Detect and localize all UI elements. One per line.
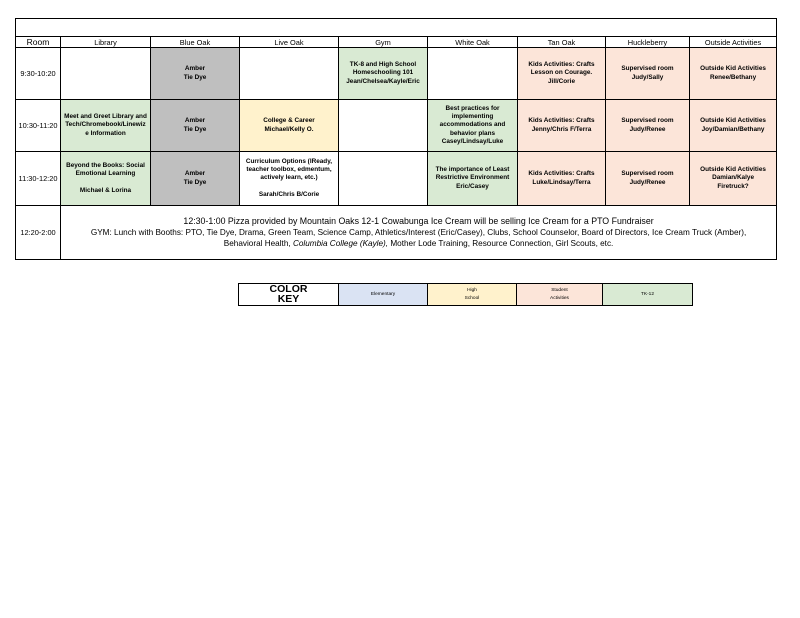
- cell-line: Homeschooling 101: [352, 69, 414, 77]
- session-row: [16, 152, 777, 206]
- cell-line: Lesson on Courage.: [530, 69, 593, 77]
- cell-line: Jill/Corie: [548, 77, 575, 85]
- session-cell: [606, 100, 690, 152]
- header-tan-oak: Tan Oak: [518, 37, 606, 48]
- cell-line: College & Career: [263, 117, 315, 125]
- session-cell: [339, 100, 428, 152]
- lunch-line-3: [63, 238, 774, 249]
- cell-line: Kids Activities: Crafts: [528, 61, 595, 69]
- header-outside-activities: Outside Activities: [690, 37, 777, 48]
- cell-line: Tie Dye: [183, 73, 207, 81]
- cell-line: Restrictive Environment: [435, 174, 510, 182]
- session-cell: [518, 152, 606, 206]
- cell-line: Supervised room: [621, 65, 674, 73]
- key-student-activities: [517, 284, 603, 306]
- session-row: [16, 100, 777, 152]
- cell-line: implementing: [451, 113, 494, 121]
- header-huckleberry: Huckleberry: [606, 37, 690, 48]
- lunch-row: [16, 206, 777, 260]
- color-key-title-line-2: KEY: [277, 292, 300, 305]
- session-cell: [428, 100, 518, 152]
- key-elementary: [339, 284, 428, 306]
- cell-line: Amber: [184, 65, 206, 73]
- cell-line: Activities: [550, 295, 569, 301]
- session-cell: [240, 152, 339, 206]
- cell-line: Meet and Greet Library and: [64, 113, 147, 121]
- cell-line: Joy/Damian/Bethany: [701, 125, 765, 133]
- header-blue-oak: Blue Oak: [151, 37, 240, 48]
- cell-line: teacher toolbox, edmentum,: [246, 166, 332, 174]
- cell-line: Emotional Learning: [75, 170, 136, 178]
- key-high-school: [428, 284, 517, 306]
- room-header: Room: [16, 37, 61, 48]
- cell-line: Curriculum Options (IReady,: [245, 158, 333, 166]
- cell-line: Supervised room: [621, 170, 674, 178]
- cell-line: Beyond the Books: Social: [66, 162, 145, 170]
- lunch-line-3-italic: Columbia College (Kayle),: [292, 239, 389, 249]
- cell-line: Damian/Kalye: [712, 174, 754, 182]
- session-cell: [151, 48, 240, 100]
- cell-line: Amber: [184, 170, 206, 178]
- cell-line: School: [464, 295, 480, 301]
- title-cell: [16, 19, 777, 37]
- cell-line: Student: [551, 287, 568, 293]
- time-slot: 10:30-11:20: [16, 100, 61, 152]
- color-key-title-line-1: COLOR: [269, 282, 308, 295]
- cell-line: e Information: [85, 129, 126, 137]
- cell-line: Outside Kid Activities: [700, 166, 766, 174]
- cell-line: TK-8 and High School: [349, 61, 417, 69]
- header-white-oak: White Oak: [428, 37, 518, 48]
- lunch-line-2: GYM: Lunch with Booths: PTO, Tie Dye, Drama, Green Team, Science Camp, Athletics/Interest (Eric/Casey), Clubs, School Counselor, Board of Directors, Ice Cream Truck (Amber),: [90, 228, 747, 238]
- time-slot: 9:30-10:20: [16, 48, 61, 100]
- session-cell: [690, 48, 777, 100]
- cell-line: Outside Kid Activities: [700, 65, 766, 73]
- cell-line: Kids Activities: Crafts: [528, 117, 595, 125]
- session-cell: [690, 152, 777, 206]
- key-tk-12: [603, 284, 693, 306]
- cell-line: Sarah/Chris B/Corie: [258, 190, 320, 198]
- time-slot: 11:30-12:20: [16, 152, 61, 206]
- session-cell: [518, 100, 606, 152]
- cell-line: Michael & Lorina: [79, 186, 132, 194]
- cell-line: Supervised room: [621, 117, 674, 125]
- cell-line: Renee/Bethany: [709, 73, 757, 81]
- color-key-title: [239, 284, 339, 306]
- cell-line: Kids Activities: Crafts: [528, 170, 595, 178]
- cell-line: Best practices for: [445, 105, 500, 113]
- header-gym: Gym: [339, 37, 428, 48]
- header-live-oak: Live Oak: [240, 37, 339, 48]
- lunch-time-slot: 12:20-2:00: [16, 206, 61, 260]
- session-cell: [151, 100, 240, 152]
- session-cell: [61, 152, 151, 206]
- session-cell: [606, 48, 690, 100]
- lunch-line-1: 12:30-1:00 Pizza provided by Mountain Oaks 12-1 Cowabunga Ice Cream will be selling Ice Cream for a PTO Fundraiser: [183, 215, 654, 226]
- cell-line: [242, 183, 336, 191]
- cell-line: Judy/Renee: [629, 178, 666, 186]
- cell-line: Judy/Renee: [629, 125, 666, 133]
- session-cell: [606, 152, 690, 206]
- cell-line: Amber: [184, 117, 206, 125]
- cell-line: actively learn, etc.): [260, 174, 318, 182]
- cell-line: TK-12: [640, 291, 655, 297]
- cell-line: The importance of Least: [435, 166, 510, 174]
- cell-line: Elementary: [370, 291, 396, 297]
- session-cell: [518, 48, 606, 100]
- lunch-line-3-end: Mother Lode Training, Resource Connection, Girl Scouts, etc.: [388, 239, 614, 249]
- cell-line: Eric/Casey: [456, 182, 489, 190]
- session-cell: [240, 48, 339, 100]
- cell-line: Tie Dye: [183, 125, 207, 133]
- session-cell: [61, 48, 151, 100]
- cell-line: behavior plans: [449, 129, 496, 137]
- lunch-info: [61, 206, 777, 260]
- color-key: [238, 283, 693, 306]
- cell-line: Luke/Lindsay/Terra: [532, 178, 591, 186]
- session-cell: [151, 152, 240, 206]
- session-cell: [690, 100, 777, 152]
- session-cell: [339, 152, 428, 206]
- title-row: [16, 19, 777, 37]
- cell-line: Jean/Chelsea/Kayle/Eric: [346, 77, 420, 85]
- cell-line: Outside Kid Activities: [700, 117, 766, 125]
- session-cell: [240, 100, 339, 152]
- lunch-line-3-start: Behavioral Health,: [223, 239, 293, 249]
- cell-line: Casey/Lindsay/Luke: [441, 137, 504, 145]
- cell-line: Judy/Sally: [631, 73, 664, 81]
- session-cell: [61, 100, 151, 152]
- cell-line: High: [467, 287, 477, 293]
- session-cell: [428, 48, 518, 100]
- session-cell: [339, 48, 428, 100]
- cell-line: Firetruck?: [717, 182, 749, 190]
- header-library: Library: [61, 37, 151, 48]
- cell-line: Michael/Kelly O.: [264, 125, 314, 133]
- cell-line: Jenny/Chris F/Terra: [531, 125, 592, 133]
- session-cell: [428, 152, 518, 206]
- cell-line: [63, 179, 148, 187]
- cell-line: Tech/Chromebook/Linewiz: [65, 121, 146, 129]
- cell-line: Tie Dye: [183, 178, 207, 186]
- session-row: [16, 48, 777, 100]
- schedule-table: [15, 18, 777, 260]
- cell-line: accommodations and: [439, 121, 506, 129]
- header-row: [16, 37, 777, 48]
